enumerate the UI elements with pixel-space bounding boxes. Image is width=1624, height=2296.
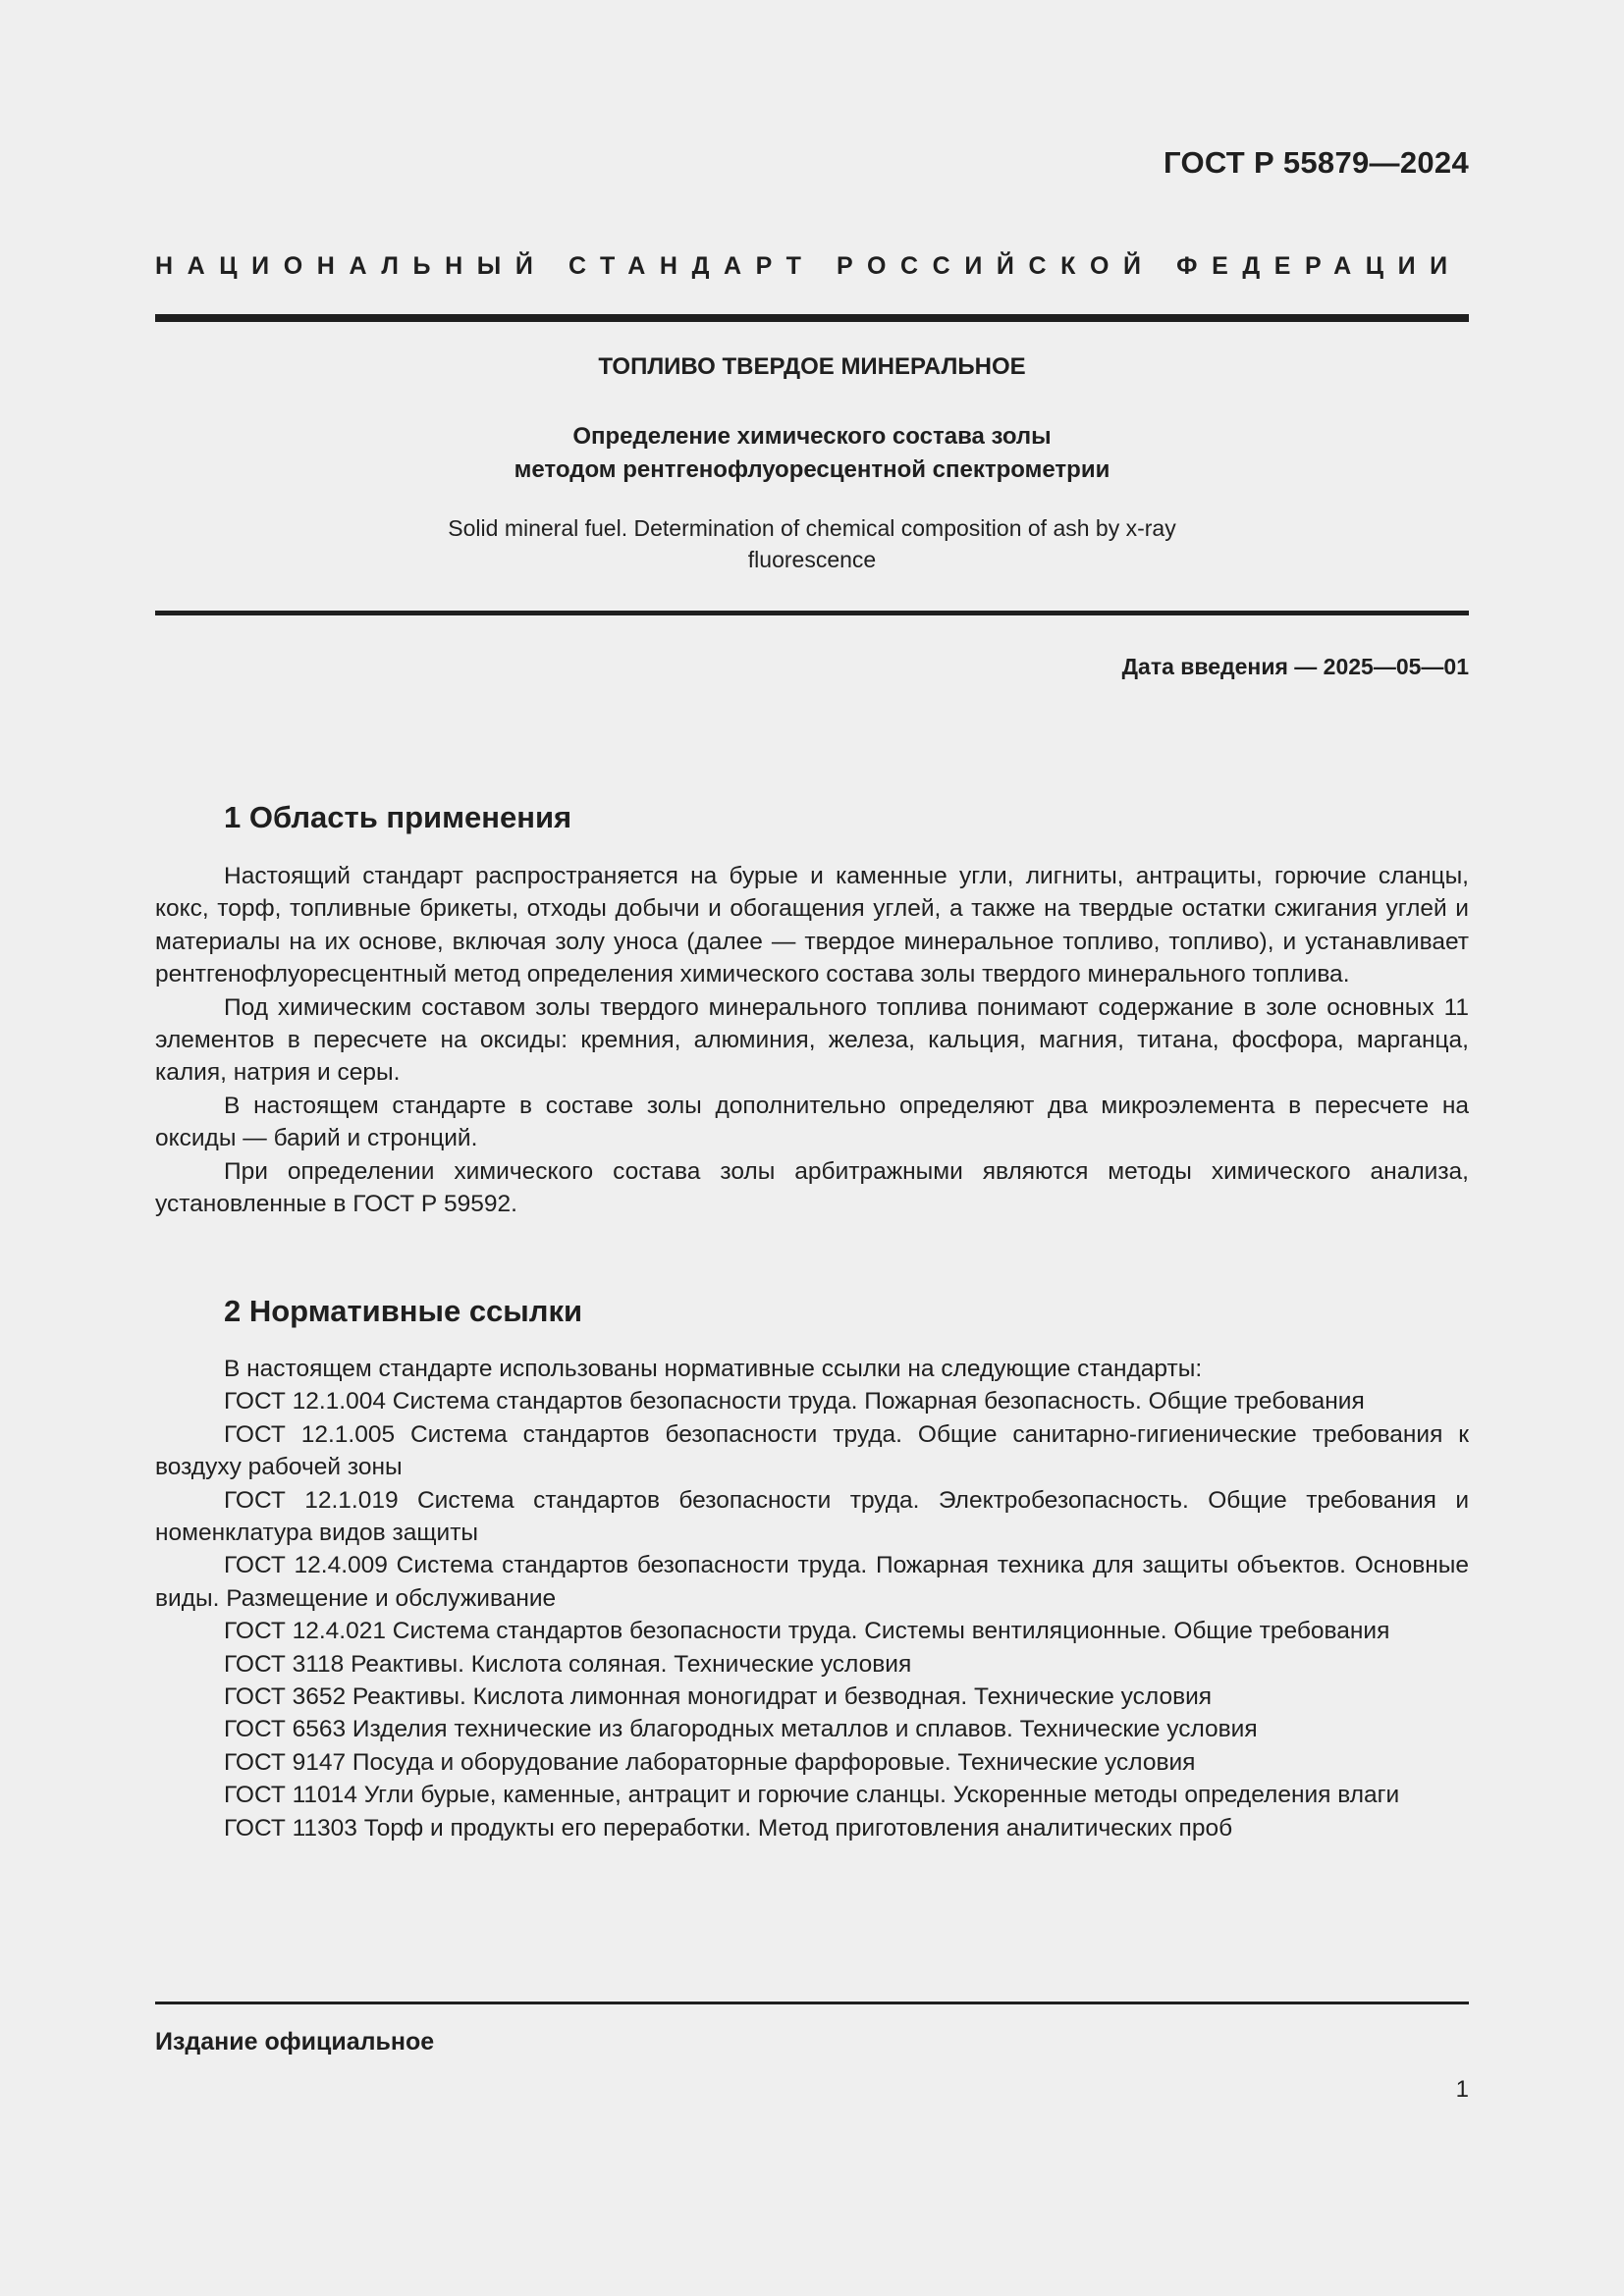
reference-item: ГОСТ 6563 Изделия технические из благородных металлов и сплавов. Технические условия: [224, 1716, 1258, 1743]
paragraph: В настоящем стандарте использованы нормативные ссылки на следующие стандарты:: [224, 1356, 1203, 1382]
reference-item: ГОСТ 11014 Угли бурые, каменные, антрацит и горючие сланцы. Ускоренные методы определения влаги: [224, 1782, 1400, 1809]
introduction-date: Дата введения — 2025—05—01: [1121, 654, 1469, 679]
reference-item: ГОСТ 12.4.021 Система стандартов безопасности труда. Системы вентиляционные. Общие требования: [224, 1618, 1390, 1645]
subtitle-line-2: методом рентгенофлуоресцентной спектрометрии: [514, 456, 1110, 483]
document-subtitle: [155, 420, 1469, 487]
reference-item: ГОСТ 12.1.005 Система стандартов безопасности труда. Общие санитарно-гигиенические требования к воздуху рабочей зоны: [155, 1420, 1469, 1481]
section-1-heading: 1 Область применения: [224, 800, 572, 834]
section-2-body: [155, 1353, 1469, 1844]
english-title: [155, 512, 1469, 575]
subtitle-line-1: Определение химического состава золы: [572, 423, 1052, 450]
reference-item: ГОСТ 9147 Посуда и оборудование лабораторные фарфоровые. Технические условия: [224, 1748, 1196, 1776]
english-title-line-1: Solid mineral fuel. Determination of chemical composition of ash by x-ray: [448, 515, 1176, 541]
reference-item: ГОСТ 12.4.009 Система стандартов безопасности труда. Пожарная техника для защиты объектов. Основные виды. Размещение и обслуживание: [155, 1552, 1469, 1612]
national-standard-banner: НАЦИОНАЛЬНЫЙ СТАНДАРТ РОССИЙСКОЙ ФЕДЕРАЦИИ: [155, 252, 1462, 280]
reference-item: ГОСТ 12.1.004 Система стандартов безопасности труда. Пожарная безопасность. Общие требования: [224, 1388, 1365, 1415]
reference-item: ГОСТ 3118 Реактивы. Кислота соляная. Технические условия: [224, 1650, 912, 1678]
header-divider: [155, 314, 1469, 322]
page-number: 1: [1455, 2076, 1469, 2103]
reference-item: ГОСТ 11303 Торф и продукты его переработки. Метод приготовления аналитических проб: [224, 1814, 1233, 1842]
paragraph: Под химическим составом золы твердого минерального топлива понимают содержание в золе основных 11 элементов в пересчете на оксиды: кремния, алюминия, железа, кальция, магния, титана, фосфора, марганца, калия, натрия и серы.: [155, 993, 1469, 1087]
section-1-body: [155, 860, 1469, 1220]
footer-divider: [155, 2002, 1469, 2004]
paragraph: Настоящий стандарт распространяется на бурые и каменные угли, лигниты, антрациты, горючие сланцы, кокс, торф, топливные брикеты, отходы добычи и обогащения углей, а также на твердые остатки сжигания углей и материалы на их основе, включая золу уноса (далее — твердое минеральное топливо, топливо), и устанавливает рентгенофлуоресцентный метод определения химического состава золы твердого минерального топлива.: [155, 863, 1469, 988]
document-title: ТОПЛИВО ТВЕРДОЕ МИНЕРАЛЬНОЕ: [598, 353, 1026, 380]
official-edition-label: Издание официальное: [155, 2028, 435, 2056]
paragraph: В настоящем стандарте в составе золы дополнительно определяют два микроэлемента в пересчете на оксиды — барий и стронций.: [155, 1092, 1469, 1152]
reference-item: ГОСТ 3652 Реактивы. Кислота лимонная моногидрат и безводная. Технические условия: [224, 1683, 1213, 1711]
title-divider: [155, 611, 1469, 615]
section-2-heading: 2 Нормативные ссылки: [224, 1294, 583, 1328]
paragraph: При определении химического состава золы арбитражными являются методы химического анализа, установленные в ГОСТ Р 59592.: [155, 1157, 1469, 1218]
english-title-line-2: fluorescence: [747, 547, 877, 572]
reference-item: ГОСТ 12.1.019 Система стандартов безопасности труда. Электробезопасность. Общие требования и номенклатура видов защиты: [155, 1486, 1469, 1547]
standard-number: ГОСТ Р 55879—2024: [1164, 145, 1469, 180]
